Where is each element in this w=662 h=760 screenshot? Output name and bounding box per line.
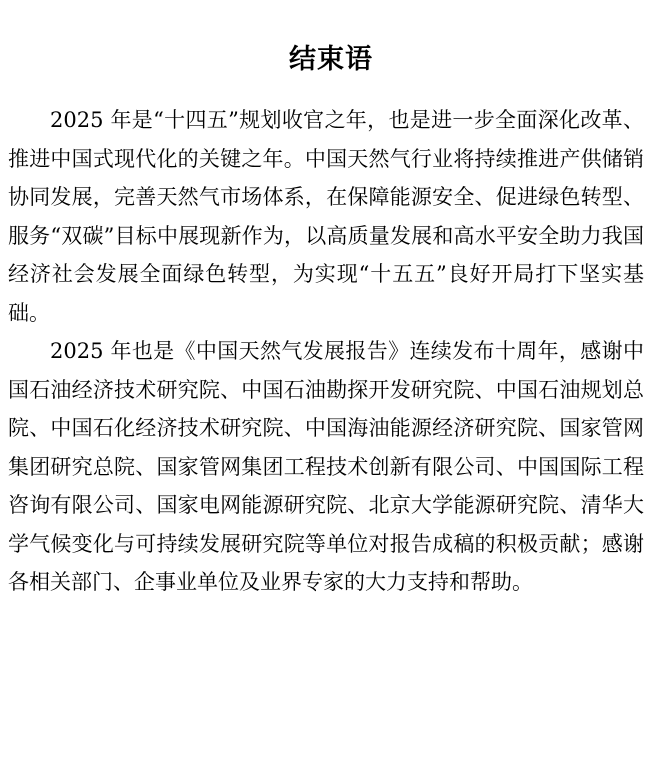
body-text [8,101,644,602]
paragraph-2: 2025 年也是《中国天然气发展报告》连续发布十周年，感谢中国石油经济技术研究院、中国石油勘探开发研究院、中国石油规划总院、中国石化经济技术研究院、中国海油能源经济研究院、国家管网集团研究总院、国家管网集团工程技术创新有限公司、中国国际工程咨询有限公司、国家电网能源研究院、北京大学能源研究院、清华大学气候变化与可持续发展研究院等单位对报告成稿的积极贡献；感谢各相关部门、企事业单位及业界专家的大力支持和帮助。 [8,339,644,594]
page-title: 结束语 [289,44,373,76]
paragraph-1: 2025 年是“十四五”规划收官之年，也是进一步全面深化改革、推进中国式现代化的关键之年。中国天然气行业将持续推进产供储销协同发展，完善天然气市场体系，在保障能源安全、促进绿色转型、服务“双碳”目标中展现新作为，以高质量发展和高水平安全助力我国经济社会发展全面绿色转型，为实现“十五五”良好开局打下坚实基础。 [8,108,644,325]
